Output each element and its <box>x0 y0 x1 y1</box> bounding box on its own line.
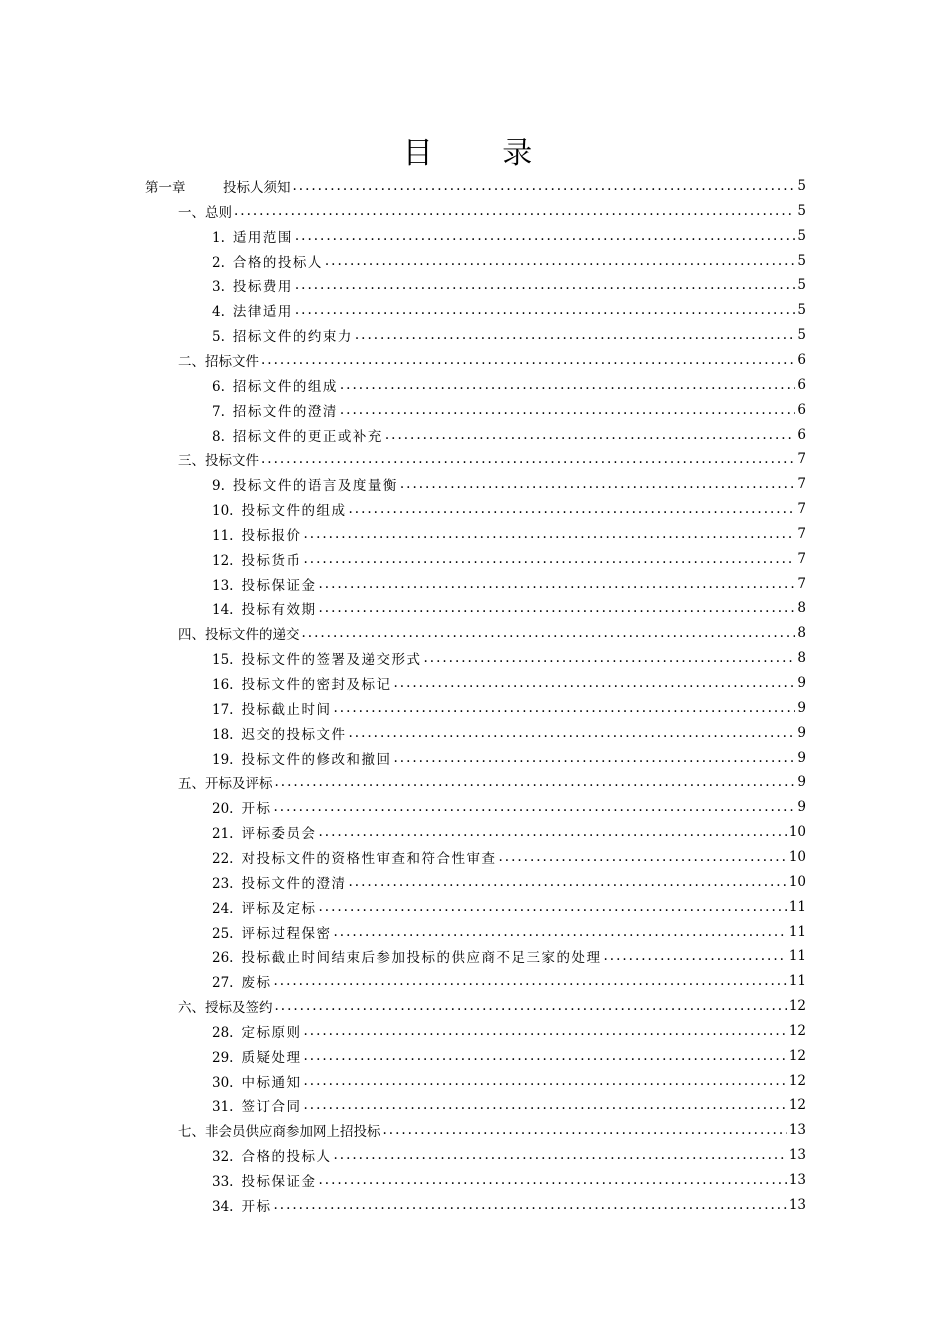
toc-leader-dots <box>333 924 786 940</box>
toc-page-number: 6 <box>797 376 806 393</box>
toc-entry-number: 30. <box>212 1074 234 1091</box>
toc-page-number: 6 <box>797 351 806 368</box>
toc-entry[interactable] <box>212 596 806 620</box>
toc-entry-number: 4. <box>212 304 225 321</box>
toc-entry[interactable] <box>212 497 806 521</box>
toc-entry-label <box>145 176 291 196</box>
toc-entry-text: 评标过程保密 <box>241 925 332 942</box>
toc-entry-label <box>212 1021 301 1041</box>
toc-entry-text: 投标费用 <box>232 279 293 296</box>
toc-entry-number: 5. <box>212 329 225 346</box>
toc-entry-label <box>212 474 398 494</box>
toc-page-number: 10 <box>788 824 806 841</box>
toc-entry[interactable] <box>212 398 806 422</box>
toc-entry[interactable] <box>212 1044 806 1068</box>
toc-entry-number: 20. <box>212 801 234 818</box>
toc-entry-text: 合格的投标人 <box>241 1149 332 1166</box>
toc-page-number: 5 <box>797 277 806 294</box>
toc-page-number: 8 <box>797 600 806 617</box>
toc-entry-number: 25. <box>212 925 234 942</box>
toc-leader-dots <box>325 253 796 269</box>
toc-leader-dots <box>393 675 795 691</box>
toc-entry-text: 评标委员会 <box>241 826 317 843</box>
toc-entry[interactable] <box>178 348 806 372</box>
toc-entry-number: 1. <box>212 229 225 246</box>
toc-leader-dots <box>273 799 795 815</box>
toc-entry[interactable] <box>212 969 806 993</box>
toc-entry[interactable] <box>178 199 806 223</box>
toc-entry-number: 8. <box>212 428 225 445</box>
toc-entry-number: 7. <box>212 403 225 420</box>
toc-entry-label <box>212 325 353 345</box>
toc-page-number: 9 <box>797 799 806 816</box>
toc-entry-number: 12. <box>212 552 234 569</box>
toc-entry[interactable] <box>212 472 806 496</box>
toc-entry[interactable] <box>212 522 806 546</box>
toc-entry-text: 投标文件的澄清 <box>241 875 347 892</box>
toc-entry-label <box>212 574 316 594</box>
toc-leader-dots <box>385 427 796 443</box>
toc-entry[interactable] <box>212 224 806 248</box>
toc-leader-dots <box>261 451 795 467</box>
toc-entry-text: 投标文件的组成 <box>241 503 347 520</box>
toc-page-number: 13 <box>788 1122 806 1139</box>
toc-entry-label <box>212 723 346 743</box>
toc-leader-dots <box>273 973 786 989</box>
toc-leader-dots <box>234 203 795 219</box>
toc-entry-number: 17. <box>212 701 234 718</box>
toc-entry[interactable] <box>212 547 806 571</box>
toc-entry-text: 招标文件的约束力 <box>232 329 353 346</box>
toc-entry[interactable] <box>178 621 806 645</box>
toc-entry[interactable] <box>212 696 806 720</box>
toc-entry-number: 21. <box>212 826 234 843</box>
toc-entry-label <box>212 748 391 768</box>
toc-entry[interactable] <box>212 1168 806 1192</box>
toc-entry-label <box>212 698 331 718</box>
toc-entry[interactable] <box>212 671 806 695</box>
toc-entry-text: 投标文件的语言及度量衡 <box>232 478 398 495</box>
toc-leader-dots <box>303 551 795 567</box>
toc-entry-text: 投标货币 <box>241 552 302 569</box>
toc-page-number: 9 <box>797 749 806 766</box>
toc-page-number: 12 <box>788 1022 806 1039</box>
toc-page-number: 9 <box>797 699 806 716</box>
toc-leader-dots <box>348 501 795 517</box>
toc-entry-text: 中标通知 <box>241 1074 302 1091</box>
toc-page-number: 12 <box>788 1047 806 1064</box>
toc-leader-dots <box>603 948 786 964</box>
toc-entry-label <box>212 425 383 445</box>
toc-entry-text: 投标有效期 <box>241 602 317 619</box>
toc-entry-text: 投标保证金 <box>241 1174 317 1190</box>
toc-entry[interactable] <box>178 770 806 794</box>
toc-leader-dots <box>303 1048 786 1064</box>
toc-entry-text: 开标 <box>241 1198 272 1215</box>
toc-entry-text: 一、总则 <box>178 204 232 221</box>
toc-page-number: 13 <box>788 1147 806 1164</box>
toc-leader-dots <box>318 600 795 616</box>
toc-entry-text: 三、投标文件 <box>178 453 259 470</box>
toc-page-number: 11 <box>788 948 806 965</box>
toc-leader-dots <box>423 650 795 666</box>
toc-entry[interactable] <box>212 1143 806 1167</box>
toc-entry-label <box>212 300 293 320</box>
toc-entry[interactable] <box>212 298 806 322</box>
toc-entry[interactable] <box>212 423 806 447</box>
toc-page-number: 8 <box>797 650 806 667</box>
toc-entry-text: 投标文件的修改和撤回 <box>241 751 392 768</box>
toc-entry[interactable] <box>212 1069 806 1093</box>
toc-page-number: 9 <box>797 774 806 791</box>
toc-entry-label <box>212 251 323 271</box>
toc-entry-text: 定标原则 <box>241 1024 302 1041</box>
toc-entry-label <box>212 1170 316 1190</box>
toc-entry-text: 投标文件的密封及标记 <box>241 677 392 693</box>
toc-entry-number: 第一章 <box>145 180 186 196</box>
toc-entry-text: 开标 <box>241 801 272 818</box>
toc-entry-number: 33. <box>212 1174 234 1190</box>
toc-leader-dots <box>303 1023 786 1039</box>
toc-entry-label <box>178 201 232 221</box>
toc-leader-dots <box>295 228 796 244</box>
toc-entry-label <box>212 499 346 519</box>
toc-entry-text: 合格的投标人 <box>232 254 323 271</box>
toc-entry-label <box>212 847 496 867</box>
toc-page-number: 11 <box>788 923 806 940</box>
toc-page-number: 10 <box>788 848 806 865</box>
toc-entry-number: 24. <box>212 900 234 917</box>
toc-entry-label <box>212 946 601 966</box>
toc-leader-dots <box>302 625 796 641</box>
toc-leader-dots <box>348 725 795 741</box>
toc-leader-dots <box>303 526 795 542</box>
toc-entry-label <box>212 549 301 569</box>
toc-leader-dots <box>498 849 786 865</box>
toc-entry-label <box>212 598 316 618</box>
toc-leader-dots <box>348 874 786 890</box>
toc-entry-label <box>212 400 338 420</box>
toc-entry[interactable] <box>212 870 806 894</box>
toc-page-number: 5 <box>797 227 806 244</box>
toc-entry[interactable] <box>212 920 806 944</box>
toc-page-number: 5 <box>797 202 806 219</box>
toc-entry-number: 15. <box>212 652 234 669</box>
toc-entry-label <box>178 449 259 469</box>
toc-page-number: 5 <box>797 302 806 319</box>
toc-entry[interactable] <box>212 323 806 347</box>
toc-page-number: 11 <box>788 973 806 990</box>
toc-entry-label <box>212 822 316 842</box>
toc-leader-dots <box>333 700 795 716</box>
toc-entry-label <box>212 1046 301 1066</box>
toc-entry-label <box>178 772 273 792</box>
toc-entry-text: 质疑处理 <box>241 1049 302 1066</box>
toc-page-number: 7 <box>797 476 806 493</box>
toc-leader-dots <box>295 302 796 318</box>
toc-entry-text: 投标截止时间 <box>241 701 332 718</box>
toc-page-number: 9 <box>797 675 806 691</box>
toc-entry[interactable] <box>212 746 806 770</box>
toc-page-number: 6 <box>797 401 806 418</box>
toc-entry-text: 适用范围 <box>232 229 293 246</box>
toc-entry-number: 22. <box>212 850 234 867</box>
toc-leader-dots <box>340 402 796 418</box>
toc-entry-text: 对投标文件的资格性审查和符合性审查 <box>241 850 497 867</box>
toc-page-number: 5 <box>797 327 806 344</box>
toc-page-number: 7 <box>797 501 806 518</box>
toc-page-number: 13 <box>788 1196 806 1213</box>
toc-entry-label <box>212 971 271 991</box>
toc-entry-number: 6. <box>212 378 225 395</box>
toc-entry-label <box>178 623 300 643</box>
toc-entry-label <box>178 1120 381 1140</box>
toc-page-number: 7 <box>797 525 806 542</box>
toc-entry[interactable] <box>178 1118 806 1142</box>
toc-leader-dots <box>318 899 786 915</box>
toc-entry-number: 16. <box>212 677 234 693</box>
toc-entry-text: 六、授标及签约 <box>178 1000 273 1017</box>
toc-entry-label <box>212 872 346 892</box>
toc-entry[interactable] <box>212 572 806 596</box>
toc-leader-dots <box>275 998 787 1014</box>
toc-leader-dots <box>383 1122 787 1138</box>
toc-entry[interactable] <box>212 1019 806 1043</box>
toc-leader-dots <box>261 352 795 368</box>
toc-entry[interactable] <box>212 273 806 297</box>
toc-entry[interactable] <box>212 795 806 819</box>
toc-entry[interactable] <box>212 249 806 273</box>
toc-entry-number: 2. <box>212 254 225 271</box>
toc-entry-label <box>212 897 316 917</box>
toc-page-number: 7 <box>797 550 806 567</box>
toc-entry-label <box>212 922 331 942</box>
toc-entry[interactable] <box>178 994 806 1018</box>
toc-leader-dots <box>318 1172 786 1188</box>
toc-entry-label <box>212 648 421 668</box>
toc-entry-number: 26. <box>212 950 234 967</box>
toc-entry[interactable] <box>212 944 806 968</box>
toc-entry-number: 10. <box>212 503 234 520</box>
toc-entry-number: 31. <box>212 1099 234 1116</box>
toc-page-number: 7 <box>797 575 806 592</box>
toc-page-number: 5 <box>797 252 806 269</box>
toc-entry-number: 19. <box>212 751 234 768</box>
page-title: 目 录 <box>402 136 563 171</box>
toc-leader-dots <box>273 1197 786 1213</box>
toc-entry-text: 废标 <box>241 975 272 992</box>
toc-entry[interactable] <box>178 447 806 471</box>
toc-entry-number: 23. <box>212 875 234 892</box>
toc-entry-label <box>178 996 273 1016</box>
toc-entry-number: 29. <box>212 1049 234 1066</box>
toc-entry-label <box>212 1095 301 1115</box>
toc-entry-text: 投标保证金 <box>241 577 317 594</box>
toc-entry-label <box>212 226 293 246</box>
toc-entry-label <box>212 1145 331 1165</box>
toc-entry[interactable] <box>212 820 806 844</box>
toc-entry-label <box>212 275 293 295</box>
toc-leader-dots <box>295 277 796 293</box>
toc-entry-number: 27. <box>212 975 234 992</box>
toc-entry-number: 14. <box>212 602 234 619</box>
toc-entry-text: 投标截止时间结束后参加投标的供应商不足三家的处理 <box>241 950 602 967</box>
toc-entry[interactable] <box>212 646 806 670</box>
toc-page-number: 12 <box>788 1097 806 1114</box>
toc-entry-text: 七、非会员供应商参加网上招投标 <box>178 1124 381 1141</box>
toc-page-number: 8 <box>797 625 806 642</box>
toc-page-number: 6 <box>797 426 806 443</box>
toc-entry-text: 投标报价 <box>241 527 302 544</box>
toc-entry[interactable] <box>212 373 806 397</box>
toc-entry-label <box>212 1071 301 1091</box>
toc-entry[interactable] <box>212 845 806 869</box>
toc-leader-dots <box>303 1073 786 1089</box>
toc-entry-label <box>212 797 271 817</box>
toc-page-number: 13 <box>788 1172 806 1188</box>
toc-entry-number: 34. <box>212 1198 234 1215</box>
toc-page-number: 12 <box>788 1072 806 1089</box>
toc-leader-dots <box>393 750 795 766</box>
toc-entry-label <box>212 375 338 395</box>
toc-entry-label <box>212 1195 271 1215</box>
toc-entry-text: 二、招标文件 <box>178 353 259 370</box>
toc-entry-text: 招标文件的组成 <box>232 378 338 395</box>
toc-leader-dots <box>275 774 796 790</box>
toc-entry-text: 投标文件的签署及递交形式 <box>241 652 422 669</box>
toc-leader-dots <box>400 476 796 492</box>
toc-entry[interactable] <box>145 174 806 198</box>
toc-entry-text: 迟交的投标文件 <box>241 726 347 743</box>
toc-entry-text: 招标文件的澄清 <box>232 403 338 420</box>
toc-leader-dots <box>318 576 795 592</box>
toc-entry-number: 32. <box>212 1149 234 1166</box>
toc-entry[interactable] <box>212 721 806 745</box>
toc-entry-text: 四、投标文件的递交 <box>178 627 300 644</box>
toc-leader-dots <box>333 1147 786 1163</box>
toc-entry-number: 11. <box>212 527 234 544</box>
toc-page-number: 9 <box>797 724 806 741</box>
toc-leader-dots <box>318 824 786 840</box>
toc-entry[interactable] <box>212 1093 806 1117</box>
toc-entry-text: 投标人须知 <box>223 180 291 196</box>
toc-leader-dots <box>355 327 796 343</box>
toc-leader-dots <box>303 1097 786 1113</box>
toc-entry[interactable] <box>212 895 806 919</box>
toc-page-number: 12 <box>788 998 806 1015</box>
toc-entry-label <box>212 524 301 544</box>
toc-leader-dots <box>293 178 796 194</box>
toc-entry-text: 五、开标及评标 <box>178 776 273 793</box>
toc-entry-number: 9. <box>212 478 225 495</box>
toc-leader-dots <box>340 377 796 393</box>
toc-entry-label <box>212 673 391 693</box>
toc-page-number: 11 <box>788 898 806 915</box>
toc-entry-label <box>178 350 259 370</box>
toc-entry-text: 评标及定标 <box>241 900 317 917</box>
toc-entry-number: 3. <box>212 279 225 296</box>
toc-entry-text: 签订合同 <box>241 1099 302 1116</box>
toc-entry-text: 法律适用 <box>232 304 293 321</box>
toc-entry-text: 招标文件的更正或补充 <box>232 428 383 445</box>
toc-entry[interactable] <box>212 1193 806 1217</box>
toc-page-number: 5 <box>797 178 806 194</box>
toc-page-number: 10 <box>788 873 806 890</box>
toc-page-number: 7 <box>797 451 806 468</box>
toc-entry-number: 13. <box>212 577 234 594</box>
toc-entry-number: 28. <box>212 1024 234 1041</box>
toc-entry-number: 18. <box>212 726 234 743</box>
